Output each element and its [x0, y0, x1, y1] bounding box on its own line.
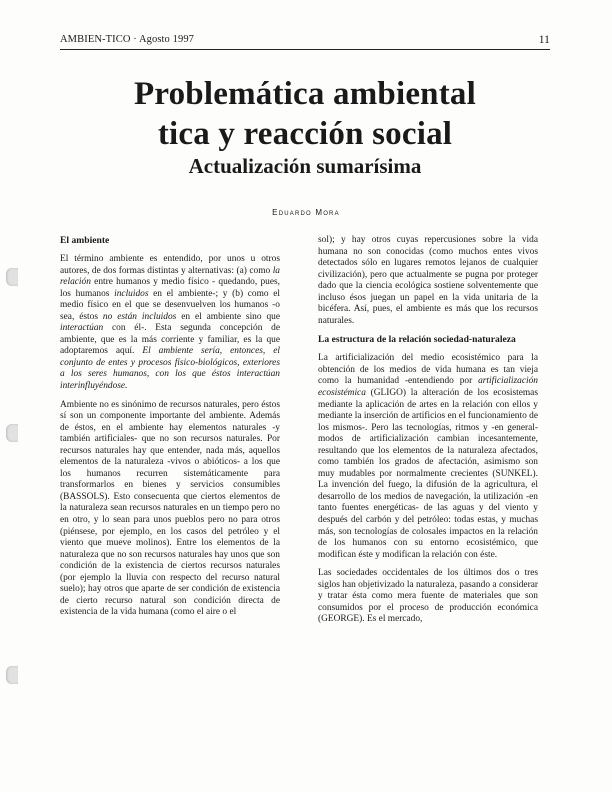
journal-name: AMBIEN-TICO · Agosto 1997: [60, 34, 195, 45]
running-head: [60, 34, 550, 50]
punch-hole: [6, 424, 18, 442]
paragraph: El término ambiente es entendido, por unos u otros autores, de dos formas distintas y alternativas: (a) como la relación entre humanos y medio físico - quedando, pues, los humanos incluidos en el ambiente-; y (b) como el medio físico en el que se desenvuelven los humanos -o sea, éstos no están incluidos en el ambiente sino que interactúan con él-. Esta segunda concepción de ambiente, que es la más corriente y familiar, es la que adoptaremos aquí. El ambiente sería, entonces, el conjunto de entes y procesos físico-biológicos, exteriores a los seres humanos, con los que éstos interactúan interinfluyéndose.: [60, 254, 280, 392]
left-column: [60, 235, 280, 626]
punch-hole: [6, 666, 18, 684]
paragraph: Ambiente no es sinónimo de recursos naturales, pero éstos sí son un componente importante del ambiente. Además de éstos, en el ambiente hay elementos naturales -y también artificiales- que no son recursos naturales. Por recursos naturales hay que entender, nada más, aquellos elementos de la naturaleza -vivos o abióticos- a los que los humanos recurren sistemáticamente para transformarlos en bienes y servicios consumibles (BASSOLS). Esto consecuenta que ciertos elementos de la naturaleza sean recursos naturales en un tiempo pero no en otro, y lo sean para unos pueblos pero no para otros (piénsese, por ejemplo, en los casos del petróleo y el viento que mueve molinos). Entre los elementos de la naturaleza que no son recursos naturales hay unos que son condición de la existencia de ciertos recursos naturales (por ejemplo la lluvia con respecto del recurso natural suelo); hay otros que aparte de ser condición de existencia de cierto recurso natural son condición directa de existencia de la vida humana (como el aire o el: [60, 399, 280, 618]
title-block: [60, 74, 550, 178]
section-heading-ambiente: El ambiente: [60, 235, 110, 246]
paragraph: Las sociedades occidentales de los últimos dos o tres siglos han objetivizado la naturaleza, pasando a considerar y tratar ésta como mera fuente de materiales que son consumidos por el proceso de producción económica (GEORGE). Es el mercado,: [318, 568, 538, 625]
title-line-2: tica y reacción social: [157, 116, 453, 152]
paragraph: La artificialización del medio ecosistémico para la obtención de los medios de vida humana es tan vieja como la humanidad -entendiendo por artificialización ecosistémica (GLIGO) la alteración de los ecosistemas mediante la aplicación de artes en la relación con ellos y mediante la inserción de artificios en el funcionamiento de los mismos-. Pero las tecnologías, ritmos y -en general- modos de artificialización cambian incesantemente, resultando que los elementos de la naturaleza afectados, como también los grados de afectación, asimismo son muy mudables por normalmente crecientes (SUNKEL). La invención del fuego, la difusión de la agricultura, el desarrollo de los medios de navegación, la utilización -en tanto fuentes energéticas- de las aguas y del viento y después del carbón y del petróleo: todas estas, y muchas más, son tecnologías de colosales impactos en la relación de los humanos con su entorno ecosistémico, que modifican éste y modifican la relación con éste.: [318, 353, 538, 560]
subtitle: Actualización sumarísima: [188, 154, 422, 178]
author-name: Eduardo Mora: [272, 208, 340, 217]
punch-hole: [6, 268, 18, 286]
paragraph: sol); y hay otros cuyas repercusiones sobre la vida humana no son conocidas (como muchos entes vivos detectados sólo en lugares remotos lejanos de cualquier civilización), pero que actualmente se pugna por proteger dado que la ciencia ecológica sostiene solventemente que incluso ésos juegan un papel en la vida unitaria de la bicéfera. Así, pues, el ambiente es más que los recursos naturales.: [318, 235, 538, 326]
title-line-1: Problemática ambiental: [134, 76, 476, 112]
section-heading-estructura: La estructura de la relación sociedad-naturaleza: [318, 334, 516, 346]
page-number: 11: [538, 34, 550, 46]
right-column: [318, 235, 538, 633]
